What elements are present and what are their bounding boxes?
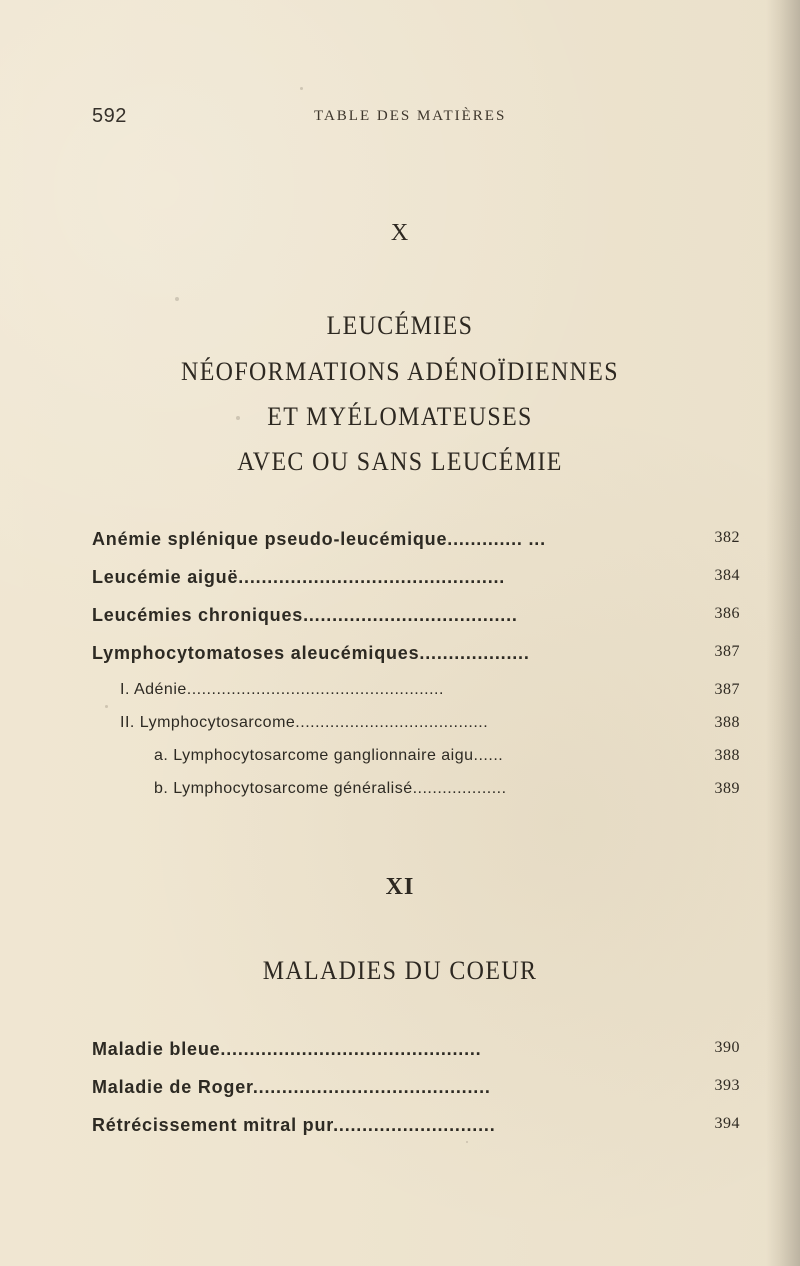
entry-label: Anémie splénique pseudo-leucémique............. ... <box>92 529 546 549</box>
paper-speck <box>105 705 108 708</box>
page-header <box>92 105 682 135</box>
page-number: 592 <box>92 105 127 127</box>
entry-page: 387 <box>714 681 740 698</box>
entry-page: 382 <box>714 529 740 546</box>
entry-label: I. Adénie.................................................... <box>120 681 444 698</box>
toc-entry <box>92 1077 740 1105</box>
toc-entry <box>92 529 740 557</box>
running-title: TABLE DES MATIÈRES <box>314 108 507 124</box>
entry-label: Leucémie aiguë.............................................. <box>92 567 506 587</box>
entry-label: b. Lymphocytosarcome généralisé................... <box>154 780 507 797</box>
book-binding-edge <box>766 0 800 1266</box>
entry-label: Rétrécissement mitral pur............................ <box>92 1115 496 1135</box>
entry-label: II. Lymphocytosarcome....................................... <box>120 714 489 731</box>
section-title-line: AVEC OU SANS LEUCÉMIE <box>237 447 563 476</box>
entry-page: 389 <box>714 780 740 797</box>
paper-speck <box>300 87 303 90</box>
toc-entry <box>92 643 740 671</box>
section-title-line: NÉOFORMATIONS ADÉNOÏDIENNES <box>181 357 619 386</box>
toc-entry <box>92 1039 740 1067</box>
entry-page: 384 <box>714 567 740 584</box>
toc-entry <box>92 605 740 633</box>
entry-label: a. Lymphocytosarcome ganglionnaire aigu...... <box>154 747 504 764</box>
entry-label: Maladie de Roger......................................... <box>92 1077 491 1097</box>
entry-page: 393 <box>714 1077 740 1094</box>
entry-label: Leucémies chroniques..................................... <box>92 605 518 625</box>
section-number: XI <box>385 874 415 900</box>
section-title-line: LEUCÉMIES <box>326 311 474 340</box>
entry-page: 387 <box>714 643 740 660</box>
toc-entry <box>92 1115 740 1143</box>
paper-speck <box>175 297 179 301</box>
entry-label: Lymphocytomatoses aleucémiques................... <box>92 643 530 663</box>
section-title-line: ET MYÉLOMATEUSES <box>267 402 533 431</box>
entry-page: 388 <box>714 747 740 764</box>
toc-subentry <box>120 681 740 709</box>
entry-page: 388 <box>714 714 740 731</box>
toc-entry <box>92 567 740 595</box>
toc-subentry <box>120 714 740 742</box>
toc-subentry <box>154 780 740 808</box>
entry-page: 390 <box>714 1039 740 1056</box>
entry-label: Maladie bleue............................................. <box>92 1039 482 1059</box>
entry-page: 394 <box>714 1115 740 1132</box>
section-number: X <box>390 220 410 246</box>
section-title-line: MALADIES DU COEUR <box>262 956 538 985</box>
toc-subentry <box>154 747 740 775</box>
entry-page: 386 <box>714 605 740 622</box>
